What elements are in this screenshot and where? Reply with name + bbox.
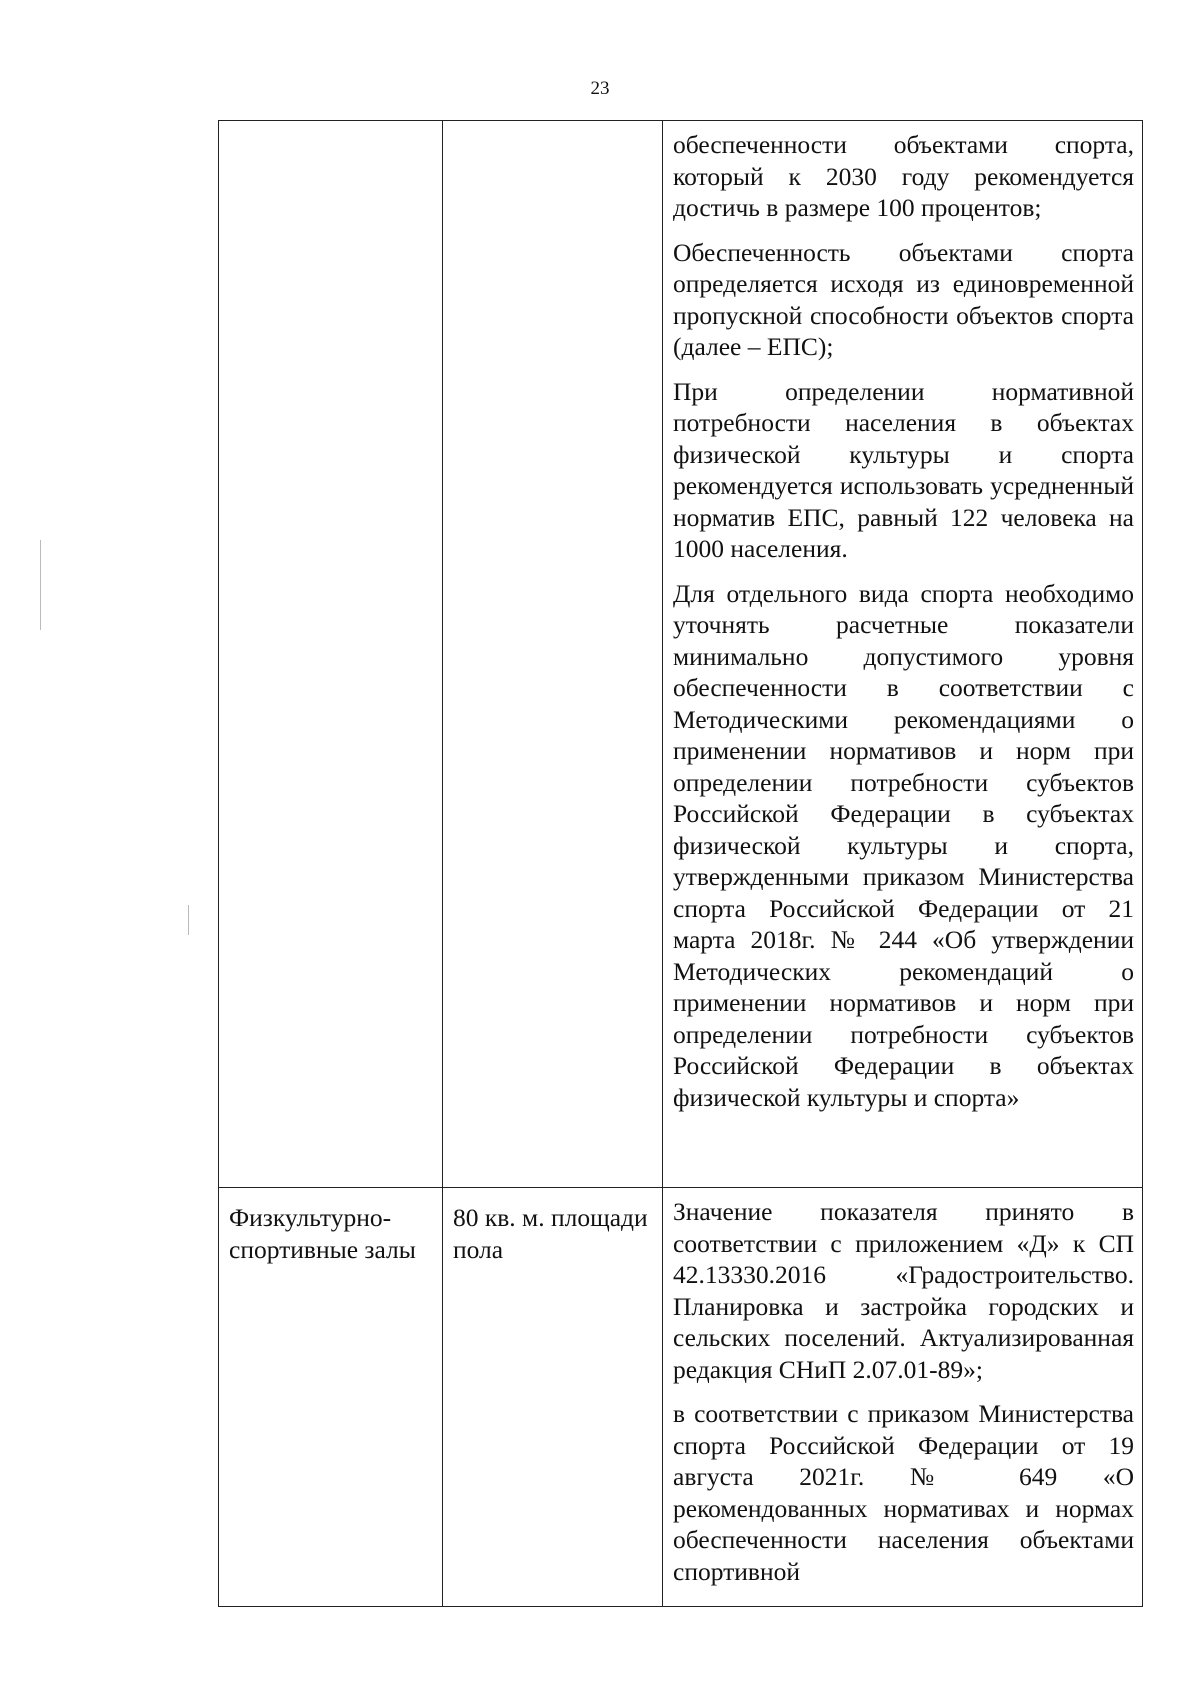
norm-value-cell — [443, 121, 663, 1188]
scan-artifact-line — [40, 540, 41, 630]
page-number: 23 — [590, 78, 610, 99]
standards-table — [218, 120, 1143, 1607]
justification-cell — [663, 121, 1143, 1188]
table-row — [219, 121, 1143, 1188]
paragraph: Значение показателя принято в соответствии с приложением «Д» к СП 42.13330.2016 «Градостроительство. Планировка и застройка городских и сельских поселений. Актуализированная редакция СНиП 2.07.01-89»; — [673, 1197, 1134, 1384]
facility-name-cell: Физкультурно-спортивные залы — [219, 1188, 443, 1607]
table-row — [219, 1188, 1143, 1607]
paragraph: Для отдельного вида спорта необходимо уточнять расчетные показатели минимально допустимого уровня обеспеченности в соответствии с Методическими рекомендациями о применении нормативов и норм при определении потребности субъектов Российской Федерации в субъектах физической культуры и спорта, утвержденными приказом Министерства спорта Российской Федерации от 21 марта 2018г. № 244 «Об утверждении Методических рекомендаций о применении нормативов и норм при определении потребности субъектов Российской Федерации в объектах физической культуры и спорта» — [673, 578, 1134, 1112]
facility-name-cell — [219, 121, 443, 1188]
paragraph: обеспеченности объектами спорта, который к 2030 году рекомендуется достичь в размере 100 процентов; — [673, 130, 1134, 222]
justification-cell — [663, 1188, 1143, 1607]
paragraph: Обеспеченность объектами спорта определяется исходя из единовременной пропускной способности объектов спорта (далее – ЕПС); — [673, 237, 1134, 361]
paragraph: в соответствии с приказом Министерства спорта Российской Федерации от 19 августа 2021г. № 649 «О рекомендованных нормативах и нормах обеспеченности населения объектами спортивной — [673, 1399, 1134, 1586]
scan-artifact-line — [188, 905, 189, 935]
norm-value-cell: 80 кв. м. площади пола — [443, 1188, 663, 1607]
paragraph: При определении нормативной потребности населения в объектах физической культуры и спорта рекомендуется использовать усредненный норматив ЕПС, равный 122 человека на 1000 населения. — [673, 376, 1134, 563]
